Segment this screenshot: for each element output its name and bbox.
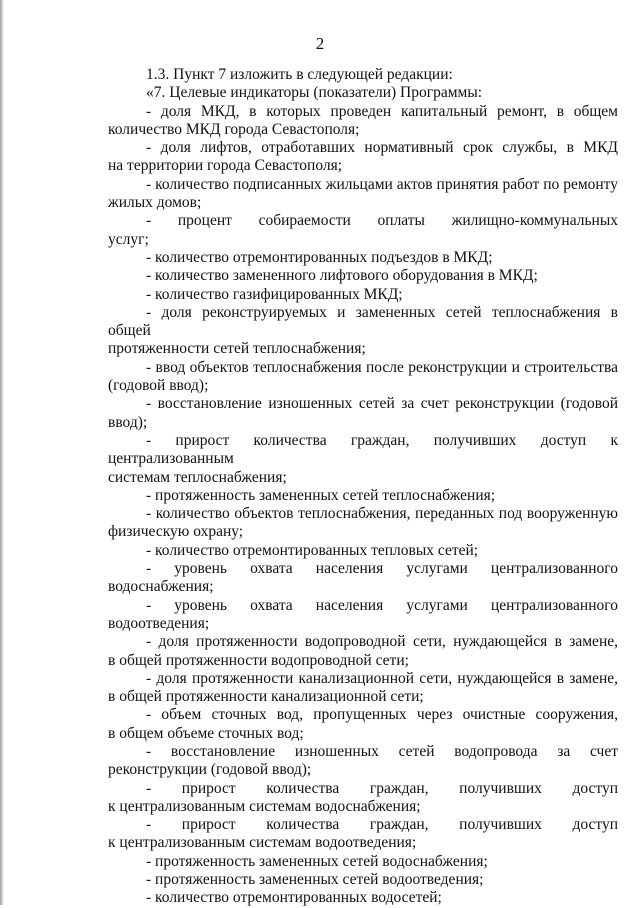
list-item-continuation: ввод);: [108, 413, 148, 431]
list-item-line: - количество замененного лифтового оборудования в МКД;: [146, 267, 538, 285]
list-item: [108, 871, 618, 889]
list-item-continuation: водоотведения;: [108, 614, 210, 632]
list-item-line: - прирост количества граждан, получивших доступ к централизованным: [108, 431, 618, 468]
list-item: [108, 267, 618, 285]
list-item-continuation: системам теплоснабжения;: [108, 468, 287, 486]
list-item: [108, 560, 618, 597]
list-item: [108, 816, 618, 853]
section-title: «7. Целевые индикаторы (показатели) Программы:: [146, 84, 483, 102]
list-item-line: - доля лифтов, отработавших нормативный срок службы, в МКД: [146, 139, 618, 157]
list-item-continuation: в общем объеме сточных вод;: [108, 724, 304, 742]
list-item: [108, 542, 618, 560]
list-item-line: - доля протяженности водопроводной сети, нуждающейся в замене,: [146, 633, 618, 651]
list-item-line: - уровень охвата населения услугами централизованного: [146, 596, 618, 614]
list-item: [108, 304, 618, 359]
list-item: [108, 780, 618, 817]
list-item-line: - доля МКД, в которых проведен капитальный ремонт, в общем: [146, 102, 618, 120]
list-item: [108, 633, 618, 670]
list-item: [108, 743, 618, 780]
list-item-line: - протяженность замененных сетей водоотведения;: [146, 871, 484, 889]
list-item: [108, 597, 618, 634]
page-number: 2: [315, 34, 325, 53]
list-item-line: - восстановление изношенных сетей водопровода за счет: [146, 742, 618, 760]
list-item: [108, 359, 618, 396]
list-item-line: - уровень охвата населения услугами централизованного: [146, 560, 618, 578]
list-item-continuation: жилых домов;: [108, 194, 202, 212]
list-item-continuation: количество МКД города Севастополя;: [108, 120, 360, 138]
list-item-line: - восстановление изношенных сетей за счет реконструкции (годовой: [146, 395, 618, 413]
list-item-continuation: на территории города Севастополя;: [108, 157, 343, 175]
list-item: [108, 853, 618, 871]
scan-edge-shadow: [0, 0, 4, 905]
list-item-continuation: к централизованным системам водоотведения;: [108, 834, 417, 852]
amendment-heading: 1.3. Пункт 7 изложить в следующей редакции:: [146, 66, 453, 83]
list-item-continuation: к централизованным системам водоснабжения;: [108, 797, 421, 815]
list-item: [108, 249, 618, 267]
list-item: [108, 176, 618, 213]
list-item-line: - прирост количества граждан, получивших доступ: [146, 816, 618, 834]
list-item-line: - объем сточных вод, пропущенных через очистные сооружения,: [146, 706, 618, 724]
list-item-continuation: протяженности сетей теплоснабжения;: [108, 340, 366, 358]
list-item-line: - процент собираемости оплаты жилищно-коммунальных: [146, 212, 618, 230]
list-item: [108, 139, 618, 176]
list-item: [108, 505, 618, 542]
list-item-line: - доля протяженности канализационной сети, нуждающейся в замене,: [146, 669, 618, 687]
list-item-line: - протяженность замененных сетей водоснабжения;: [146, 852, 488, 870]
list-item-continuation: физическую охрану;: [108, 523, 244, 541]
list-item-line: - протяженность замененных сетей теплоснабжения;: [146, 486, 496, 504]
list-item-line: - количество отремонтированных тепловых сетей;: [146, 541, 479, 559]
list-item-line: - количество объектов теплоснабжения, переданных под вооруженную: [146, 505, 618, 523]
list-item-line: - ввод объектов теплоснабжения после реконструкции и строительства: [146, 358, 618, 376]
list-item-line: - количество подписанных жильцами актов принятия работ по ремонту: [146, 175, 618, 193]
list-item-line: - доля реконструируемых и замененных сетей теплоснабжения в общей: [108, 303, 618, 340]
list-item: [108, 395, 618, 432]
list-item-continuation: водоснабжения;: [108, 578, 214, 596]
list-item-line: - количество отремонтированных водосетей;: [146, 889, 442, 907]
list-item: [108, 706, 618, 743]
list-item-continuation: в общей протяженности канализационной сети;: [108, 688, 424, 706]
list-item: [108, 670, 618, 707]
list-item: [108, 432, 618, 487]
list-item-continuation: в общей протяженности водопроводной сети;: [108, 651, 409, 669]
list-item-continuation: реконструкции (годовой ввод);: [108, 761, 312, 779]
list-item: [108, 487, 618, 505]
document-body: [108, 66, 618, 908]
indicator-list: [108, 103, 618, 908]
list-item-line: - количество отремонтированных подъездов в МКД;: [146, 248, 493, 266]
list-item: [108, 103, 618, 140]
list-item: [108, 212, 618, 249]
list-item-continuation: (годовой ввод);: [108, 377, 209, 395]
list-item: [108, 286, 618, 304]
list-item-line: - прирост количества граждан, получивших доступ: [146, 779, 618, 797]
list-item-continuation: услуг;: [108, 230, 149, 248]
list-item-line: - количество газифицированных МКД;: [146, 285, 403, 303]
